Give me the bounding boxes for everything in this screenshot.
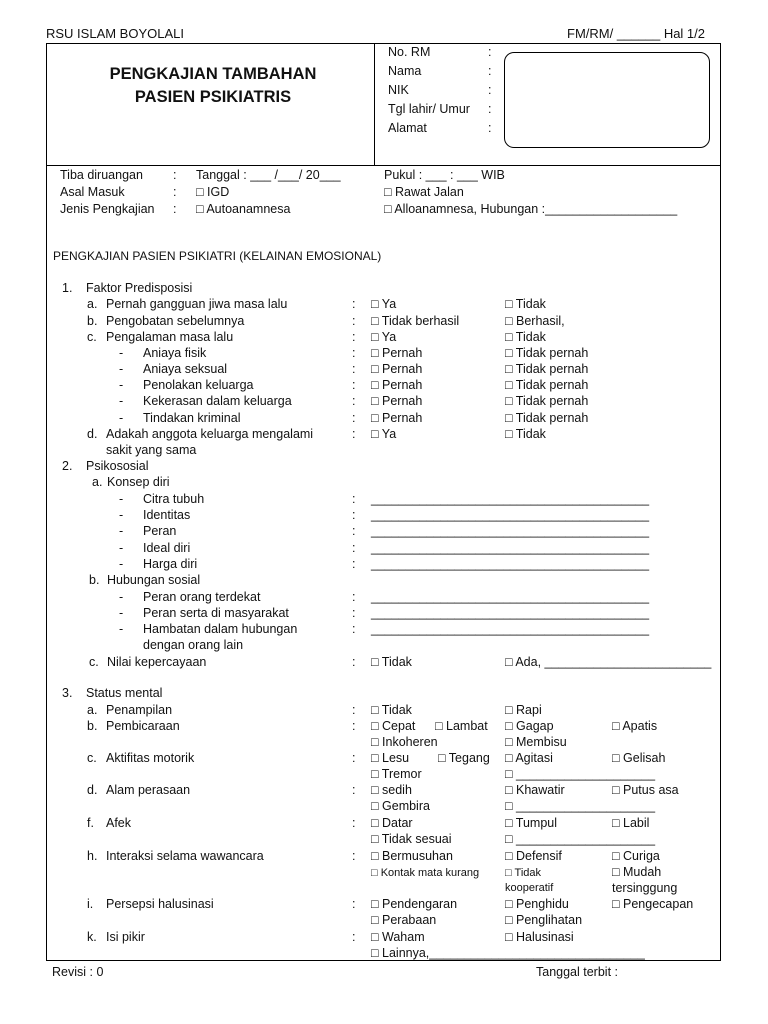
- dash: -: [119, 557, 124, 571]
- revisi-label: Revisi : 0: [52, 965, 104, 979]
- colon: :: [488, 64, 492, 78]
- s1c2-pernah-checkbox[interactable]: □ Pernah: [371, 362, 423, 376]
- s2a4-label: Ideal diri: [143, 541, 191, 555]
- s2a1-label: Citra tubuh: [143, 492, 205, 506]
- s1c1-pernah-checkbox[interactable]: □ Pernah: [371, 346, 423, 360]
- s3f-label: Afek: [106, 816, 132, 830]
- s1c5-label: Tindakan kriminal: [143, 411, 241, 425]
- item-letter: k.: [87, 930, 97, 944]
- tanggal-terbit-label: Tanggal terbit :: [536, 965, 618, 979]
- s2b3-label-line2: dengan orang lain: [143, 638, 244, 652]
- s3b-cepat-checkbox[interactable]: □ Cepat: [371, 719, 416, 733]
- colon: :: [488, 83, 492, 97]
- s1c1-label: Aniaya fisik: [143, 346, 207, 360]
- s1a-ya-checkbox[interactable]: □ Ya: [371, 297, 397, 311]
- form-title-line2: PASIEN PSIKIATRIS: [134, 88, 292, 106]
- colon: :: [352, 783, 356, 797]
- s3c-other-checkbox[interactable]: □ ____________________: [505, 767, 656, 781]
- s3c-gelisah-checkbox[interactable]: □ Gelisah: [612, 751, 666, 765]
- s3h-bermusuhan-checkbox[interactable]: □ Bermusuhan: [371, 849, 453, 863]
- item-letter: b.: [89, 573, 100, 587]
- s3h-kontak-mata-checkbox[interactable]: □ Kontak mata kurang: [371, 867, 480, 879]
- colon: :: [488, 121, 492, 135]
- s2c-label: Nilai kepercayaan: [107, 655, 207, 669]
- s2b1-label: Peran orang terdekat: [143, 590, 261, 604]
- s3k-halusinasi-checkbox[interactable]: □ Halusinasi: [505, 930, 574, 944]
- colon: :: [352, 816, 356, 830]
- s3i-penglihatan-checkbox[interactable]: □ Penglihatan: [505, 913, 583, 927]
- s3k-label: Isi pikir: [106, 930, 145, 944]
- item-letter: c.: [87, 330, 97, 344]
- item-letter: b.: [87, 314, 98, 328]
- s3i-pendengaran-checkbox[interactable]: □ Pendengaran: [371, 897, 458, 911]
- item-letter: a.: [87, 703, 98, 717]
- s3a-label: Penampilan: [106, 703, 173, 717]
- s3d-gembira-checkbox[interactable]: □ Gembira: [371, 799, 430, 813]
- s2a3-label: Peran: [143, 524, 177, 538]
- s1d-label-line1: Adakah anggota keluarga mengalami: [106, 427, 314, 441]
- s3f-tidak-sesuai-checkbox[interactable]: □ Tidak sesuai: [371, 832, 452, 846]
- s3d-putus-asa-checkbox[interactable]: □ Putus asa: [612, 783, 679, 797]
- s2c-tidak-checkbox[interactable]: □ Tidak: [371, 655, 412, 669]
- form-code: FM/RM/ ______ Hal 1/2: [567, 26, 706, 41]
- s1b-label: Pengobatan sebelumnya: [106, 314, 245, 328]
- s1d-tidak-checkbox[interactable]: □ Tidak: [505, 427, 546, 441]
- dash: -: [119, 508, 124, 522]
- colon: :: [352, 655, 356, 669]
- colon: :: [352, 427, 356, 441]
- pukul-field[interactable]: Pukul : ___ : ___ WIB: [384, 168, 505, 182]
- s3-title: Status mental: [86, 686, 163, 700]
- s2b2-label: Peran serta di masyarakat: [143, 606, 289, 620]
- s3b-inkoheren-checkbox[interactable]: □ Inkoheren: [371, 735, 438, 749]
- s1b-tidak-berhasil-checkbox[interactable]: □ Tidak berhasil: [371, 314, 460, 328]
- asal-masuk-label: Asal Masuk: [60, 185, 125, 199]
- s1c5-tidak-pernah-checkbox[interactable]: □ Tidak pernah: [505, 411, 589, 425]
- dash: -: [119, 492, 124, 506]
- colon: :: [352, 751, 356, 765]
- colon: :: [352, 314, 356, 328]
- rawat-jalan-checkbox[interactable]: □ Rawat Jalan: [384, 185, 464, 199]
- s2a-label: Konsep diri: [107, 475, 170, 489]
- dash: -: [119, 606, 124, 620]
- s1c2-tidak-pernah-checkbox[interactable]: □ Tidak pernah: [505, 362, 589, 376]
- item-letter: i.: [87, 897, 94, 911]
- s3b-label: Pembicaraan: [106, 719, 180, 733]
- s3i-penghidu-checkbox[interactable]: □ Penghidu: [505, 897, 569, 911]
- colon: :: [352, 541, 356, 555]
- s1c3-label: Penolakan keluarga: [143, 378, 254, 392]
- s3i-perabaan-checkbox[interactable]: □ Perabaan: [371, 913, 437, 927]
- autoanamnesa-checkbox[interactable]: □ Autoanamnesa: [196, 202, 291, 216]
- dash: -: [119, 524, 124, 538]
- s2a5-label: Harga diri: [143, 557, 198, 571]
- s1a-label: Pernah gangguan jiwa masa lalu: [106, 297, 288, 311]
- item-letter: h.: [87, 849, 98, 863]
- colon: :: [352, 508, 356, 522]
- colon: :: [352, 524, 356, 538]
- colon: :: [352, 492, 356, 506]
- s3d-label: Alam perasaan: [106, 783, 191, 797]
- s3a-tidak-checkbox[interactable]: □ Tidak: [371, 703, 412, 717]
- colon: :: [352, 606, 356, 620]
- s3a-rapi-checkbox[interactable]: □ Rapi: [505, 703, 542, 717]
- s3f-other-checkbox[interactable]: □ ____________________: [505, 832, 656, 846]
- nik-label: NIK: [388, 83, 409, 97]
- s1c-label: Pengalaman masa lalu: [106, 330, 234, 344]
- colon: :: [352, 897, 356, 911]
- s2b2-input-line[interactable]: ________________________________________: [371, 606, 650, 620]
- s1c1-tidak-pernah-checkbox[interactable]: □ Tidak pernah: [505, 346, 589, 360]
- s3b-lambat-checkbox[interactable]: □ Lambat: [435, 719, 488, 733]
- s3-number: 3.: [62, 686, 73, 700]
- s3b-gagap-checkbox[interactable]: □ Gagap: [505, 719, 554, 733]
- section-title: PENGKAJIAN PASIEN PSIKIATRI (KELAINAN EMOSIONAL): [53, 249, 382, 263]
- s3i-pengecapan-checkbox[interactable]: □ Pengecapan: [612, 897, 694, 911]
- colon: :: [352, 330, 356, 344]
- no-rm-label: No. RM: [388, 45, 431, 59]
- item-letter: c.: [89, 655, 99, 669]
- igd-checkbox[interactable]: □ IGD: [196, 185, 230, 199]
- s1a-tidak-checkbox[interactable]: □ Tidak: [505, 297, 546, 311]
- s2a2-input-line[interactable]: ________________________________________: [371, 508, 650, 522]
- dash: -: [119, 541, 124, 555]
- s2-number: 2.: [62, 459, 73, 473]
- s2c-ada-checkbox[interactable]: □ Ada, ________________________: [505, 655, 712, 669]
- s3c-tremor-checkbox[interactable]: □ Tremor: [371, 767, 422, 781]
- s3h-mudah-tersinggung-checkbox[interactable]: □ Mudah: [612, 865, 662, 879]
- s2a4-input-line[interactable]: ________________________________________: [371, 541, 650, 555]
- s1d-label-line2: sakit yang sama: [106, 443, 197, 457]
- colon: :: [352, 590, 356, 604]
- s2a2-label: Identitas: [143, 508, 191, 522]
- s1c-tidak-checkbox[interactable]: □ Tidak: [505, 330, 546, 344]
- s3h-mudah-tersinggung-label: tersinggung: [612, 881, 678, 895]
- s2-title: Psikososial: [86, 459, 149, 473]
- item-letter: f.: [87, 816, 94, 830]
- dash: -: [119, 622, 124, 636]
- s3k-waham-checkbox[interactable]: □ Waham: [371, 930, 425, 944]
- s3i-label: Persepsi halusinasi: [106, 897, 214, 911]
- s3h-defensif-checkbox[interactable]: □ Defensif: [505, 849, 562, 863]
- colon: :: [352, 394, 356, 408]
- tgl-lahir-label: Tgl lahir/ Umur: [388, 102, 470, 116]
- s3d-other-checkbox[interactable]: □ ____________________: [505, 799, 656, 813]
- colon: :: [352, 378, 356, 392]
- nama-label: Nama: [388, 64, 422, 78]
- s3f-tumpul-checkbox[interactable]: □ Tumpul: [505, 816, 558, 830]
- colon: :: [352, 557, 356, 571]
- form-title-line1: PENGKAJIAN TAMBAHAN: [109, 65, 317, 83]
- s3f-labil-checkbox[interactable]: □ Labil: [612, 816, 650, 830]
- item-letter: d.: [87, 783, 98, 797]
- header-divider-vertical: [374, 43, 375, 166]
- dash: -: [119, 346, 124, 360]
- colon: :: [488, 102, 492, 116]
- s1d-ya-checkbox[interactable]: □ Ya: [371, 427, 397, 441]
- colon: :: [352, 411, 356, 425]
- s1-number: 1.: [62, 281, 73, 295]
- dash: -: [119, 394, 124, 408]
- colon: :: [173, 202, 177, 216]
- s3h-label: Interaksi selama wawancara: [106, 849, 264, 863]
- s1c4-tidak-pernah-checkbox[interactable]: □ Tidak pernah: [505, 394, 589, 408]
- s1b-berhasil-checkbox[interactable]: □ Berhasil,: [505, 314, 565, 328]
- item-letter: b.: [87, 719, 98, 733]
- s3c-label: Aktifitas motorik: [106, 751, 195, 765]
- colon: :: [352, 849, 356, 863]
- item-letter: a.: [92, 475, 103, 489]
- s3b-apatis-checkbox[interactable]: □ Apatis: [612, 719, 658, 733]
- s3c-agitasi-checkbox[interactable]: □ Agitasi: [505, 751, 553, 765]
- s3b-membisu-checkbox[interactable]: □ Membisu: [505, 735, 567, 749]
- tanggal-field[interactable]: Tanggal : ___ /___/ 20___: [196, 168, 341, 182]
- alamat-label: Alamat: [388, 121, 427, 135]
- s2b1-input-line[interactable]: ________________________________________: [371, 590, 650, 604]
- colon: :: [352, 362, 356, 376]
- hospital-name: RSU ISLAM BOYOLALI: [46, 26, 184, 41]
- colon: :: [352, 703, 356, 717]
- dash: -: [119, 590, 124, 604]
- s2a3-input-line[interactable]: ________________________________________: [371, 524, 650, 538]
- s1c4-pernah-checkbox[interactable]: □ Pernah: [371, 394, 423, 408]
- dash: -: [119, 362, 124, 376]
- s2a5-input-line[interactable]: ________________________________________: [371, 557, 650, 571]
- s1c4-label: Kekerasan dalam keluarga: [143, 394, 292, 408]
- colon: :: [352, 346, 356, 360]
- s2b3-input-line[interactable]: ________________________________________: [371, 622, 650, 636]
- dash: -: [119, 378, 124, 392]
- dash: -: [119, 411, 124, 425]
- colon: :: [352, 719, 356, 733]
- colon: :: [352, 930, 356, 944]
- s3c-tegang-checkbox[interactable]: □ Tegang: [438, 751, 490, 765]
- item-letter: c.: [87, 751, 97, 765]
- s3d-khawatir-checkbox[interactable]: □ Khawatir: [505, 783, 565, 797]
- s3h-tidak-kooperatif-label: kooperatif: [505, 882, 554, 894]
- patient-label-box: [504, 52, 710, 148]
- s1-title: Faktor Predisposisi: [86, 281, 193, 295]
- colon: :: [173, 185, 177, 199]
- s1c3-tidak-pernah-checkbox[interactable]: □ Tidak pernah: [505, 378, 589, 392]
- header-divider-horizontal: [46, 165, 720, 166]
- item-letter: d.: [87, 427, 98, 441]
- colon: :: [352, 297, 356, 311]
- s3h-tidak-kooperatif-checkbox[interactable]: □ Tidak: [505, 867, 541, 879]
- s3f-datar-checkbox[interactable]: □ Datar: [371, 816, 413, 830]
- s2b3-label-line1: Hambatan dalam hubungan: [143, 622, 298, 636]
- jenis-pengkajian-label: Jenis Pengkajian: [60, 202, 155, 216]
- s3c-lesu-checkbox[interactable]: □ Lesu: [371, 751, 410, 765]
- s3k-lainnya-checkbox[interactable]: □ Lainnya,_______________________________: [371, 946, 645, 960]
- s1c5-pernah-checkbox[interactable]: □ Pernah: [371, 411, 423, 425]
- colon: :: [488, 45, 492, 59]
- s1c2-label: Aniaya seksual: [143, 362, 228, 376]
- colon: :: [173, 168, 177, 182]
- s1c-ya-checkbox[interactable]: □ Ya: [371, 330, 397, 344]
- colon: :: [352, 622, 356, 636]
- alloanamnesa-checkbox[interactable]: □ Alloanamnesa, Hubungan :___________________: [384, 202, 678, 216]
- s3h-curiga-checkbox[interactable]: □ Curiga: [612, 849, 660, 863]
- s2b-label: Hubungan sosial: [107, 573, 201, 587]
- s1c3-pernah-checkbox[interactable]: □ Pernah: [371, 378, 423, 392]
- tiba-label: Tiba diruangan: [60, 168, 143, 182]
- s2a1-input-line[interactable]: ________________________________________: [371, 492, 650, 506]
- item-letter: a.: [87, 297, 98, 311]
- s3d-sedih-checkbox[interactable]: □ sedih: [371, 783, 412, 797]
